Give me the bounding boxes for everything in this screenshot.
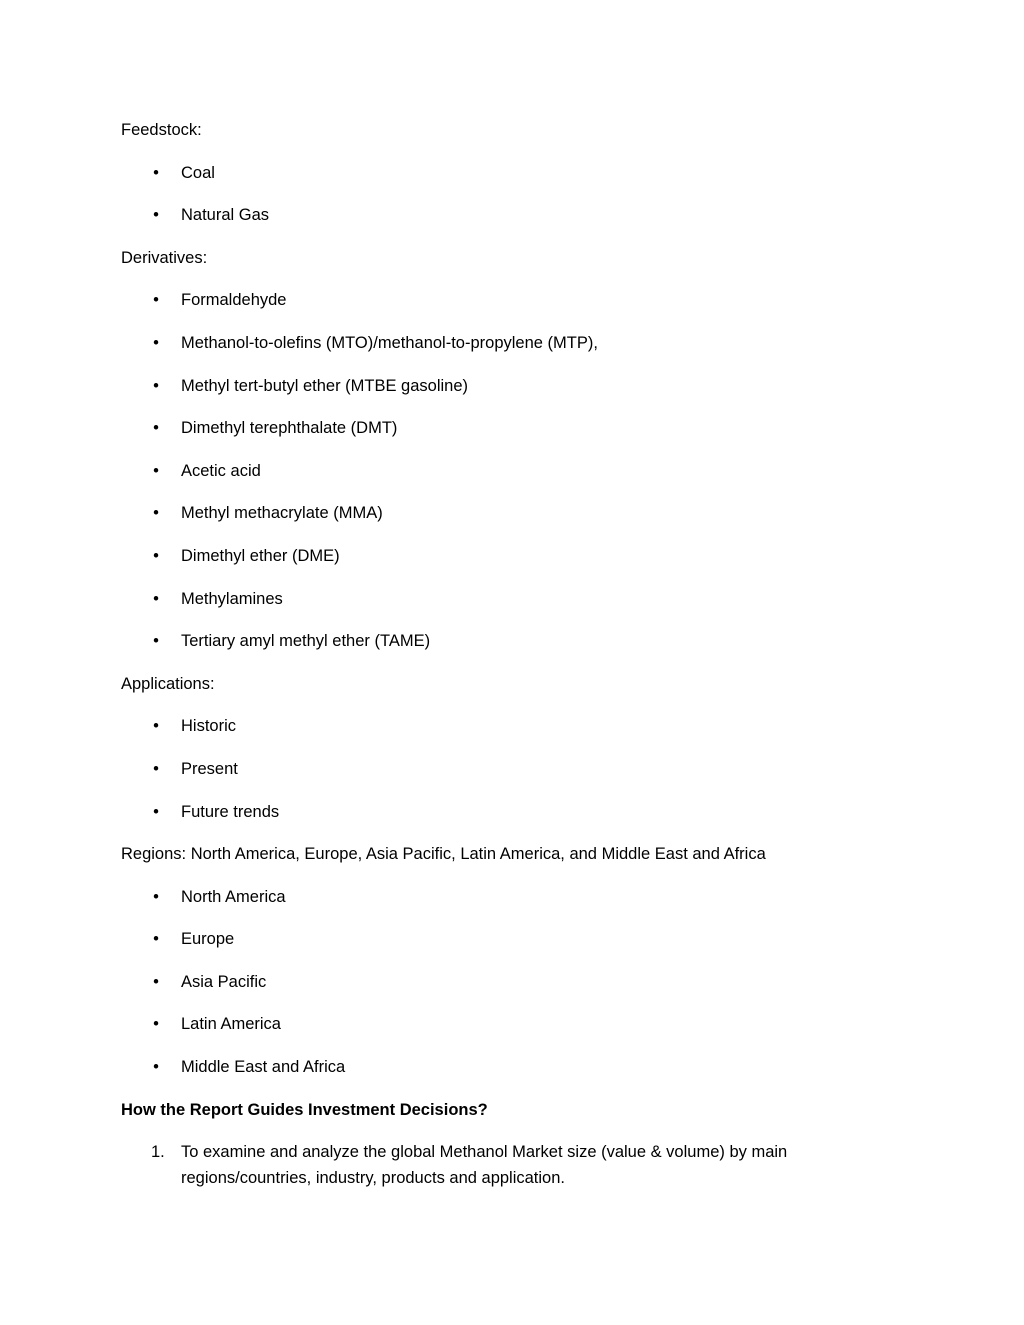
bullet-icon: • bbox=[153, 504, 159, 523]
list-item: • Methylamines bbox=[121, 588, 821, 610]
derivatives-list bbox=[121, 289, 821, 652]
bullet-icon: • bbox=[153, 291, 159, 310]
list-item: • Methanol-to-olefins (MTO)/methanol-to-propylene (MTP), bbox=[121, 332, 821, 354]
list-item: • Latin America bbox=[121, 1013, 821, 1035]
bullet-icon: • bbox=[153, 972, 159, 991]
list-item: • Present bbox=[121, 758, 821, 780]
applications-list bbox=[121, 715, 821, 822]
list-item: • Middle East and Africa bbox=[121, 1056, 821, 1078]
bullet-icon: • bbox=[153, 632, 159, 651]
list-item: • Tertiary amyl methyl ether (TAME) bbox=[121, 630, 821, 652]
regions-list bbox=[121, 886, 821, 1078]
bullet-icon: • bbox=[153, 333, 159, 352]
feedstock-list bbox=[121, 162, 821, 227]
bullet-icon: • bbox=[153, 717, 159, 736]
section-heading-applications: Applications: bbox=[121, 674, 215, 693]
list-item: • Coal bbox=[121, 162, 821, 184]
bullet-icon: • bbox=[153, 589, 159, 608]
bullet-icon: • bbox=[153, 759, 159, 778]
bullet-icon: • bbox=[153, 1015, 159, 1034]
bullet-icon: • bbox=[153, 461, 159, 480]
bullet-icon: • bbox=[153, 546, 159, 565]
report-numbered-list bbox=[121, 1139, 821, 1191]
list-item: • Dimethyl terephthalate (DMT) bbox=[121, 417, 821, 439]
list-item: • North America bbox=[121, 886, 821, 908]
section-heading-feedstock: Feedstock: bbox=[121, 121, 202, 139]
list-item: • Dimethyl ether (DME) bbox=[121, 545, 821, 567]
item-text: To examine and analyze the global Methanol Market size (value & volume) by main regions/countries, industry, products and application. bbox=[181, 1143, 788, 1188]
bullet-icon: • bbox=[153, 930, 159, 949]
list-item: • Methyl methacrylate (MMA) bbox=[121, 502, 821, 524]
bullet-icon: • bbox=[153, 802, 159, 821]
section-heading-derivatives: Derivatives: bbox=[121, 248, 208, 267]
list-item: • Asia Pacific bbox=[121, 971, 821, 993]
bullet-icon: • bbox=[153, 1058, 159, 1077]
list-item: • Methyl tert-butyl ether (MTBE gasoline) bbox=[121, 375, 821, 397]
numbered-item bbox=[121, 1139, 821, 1191]
document-body bbox=[121, 119, 821, 1191]
list-item: • Historic bbox=[121, 715, 821, 737]
list-item: • Europe bbox=[121, 928, 821, 950]
bullet-icon: • bbox=[153, 376, 159, 395]
bullet-icon: • bbox=[153, 206, 159, 225]
item-number: 1. bbox=[151, 1143, 165, 1162]
list-item: • Future trends bbox=[121, 801, 821, 823]
list-item: • Acetic acid bbox=[121, 460, 821, 482]
list-item: • Formaldehyde bbox=[121, 289, 821, 311]
bullet-icon: • bbox=[153, 887, 159, 906]
section-heading-regions: Regions: North America, Europe, Asia Pacific, Latin America, and Middle East and Africa bbox=[121, 845, 766, 864]
list-item: • Natural Gas bbox=[121, 204, 821, 226]
report-heading: How the Report Guides Investment Decisions? bbox=[121, 1100, 488, 1119]
bullet-icon: • bbox=[153, 163, 159, 182]
bullet-icon: • bbox=[153, 419, 159, 438]
